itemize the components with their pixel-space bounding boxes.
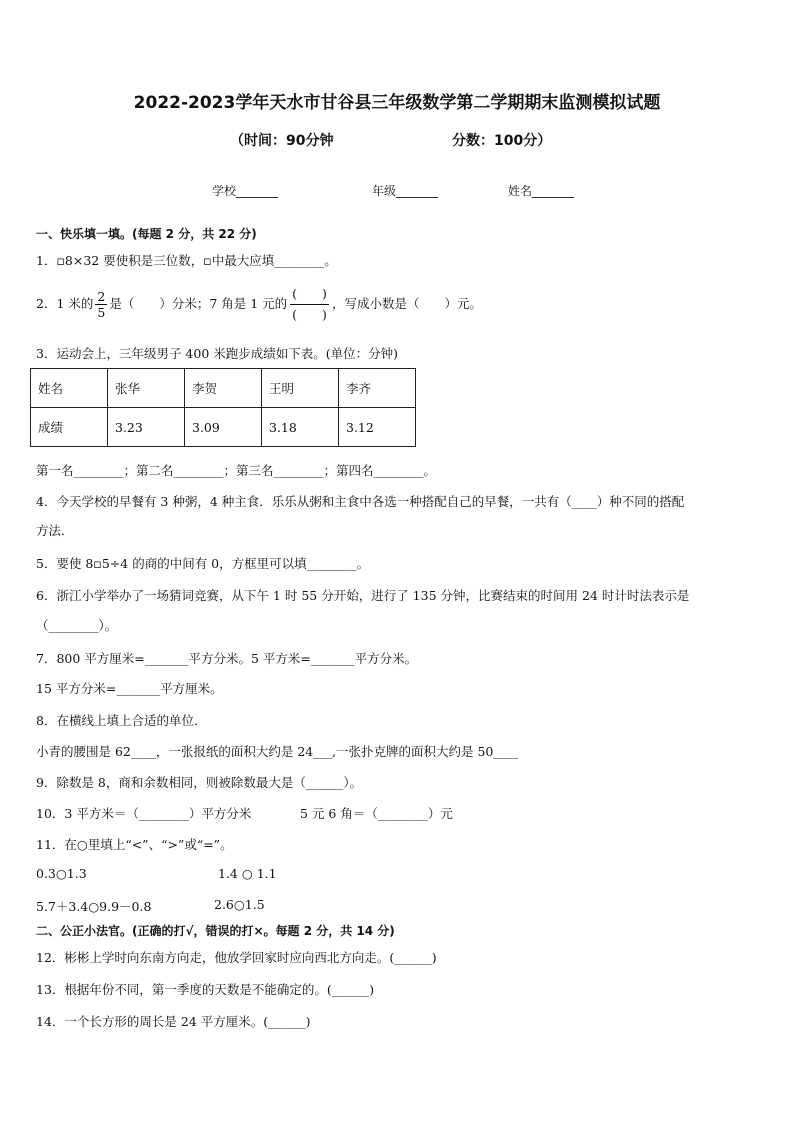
question-2-prefix: 2．1 米的 [36,296,94,311]
question-6-line-2: （________）。 [36,618,118,633]
question-3: 3．运动会上，三年级男子 400 米跑步成绩如下表。(单位：分钟) [36,346,399,361]
exam-score: 分数：100分） [452,133,552,149]
question-9: 9．除数是 8，商和余数相同，则被除数最大是（______）。 [36,775,363,790]
table-cell: 3.23 [108,408,185,447]
table-row [31,369,416,408]
question-14: 14．一个长方形的周长是 24 平方厘米。(______) [36,1014,311,1029]
question-8-line-1: 8．在横线上填上合适的单位． [36,713,207,728]
question-11: 11．在○里填上“<”、“>”或“=”。 [36,837,233,852]
question-7-line-1: 7．800 平方厘米=_______平方分米。5 平方米=_______平方分米。 [36,651,418,666]
fraction-blank-numerator: ( ) [290,284,329,305]
question-4-line-1: 4．今天学校的早餐有 3 种粥，4 种主食．乐乐从粥和主食中各选一种搭配自己的早餐，一共有（____）种不同的搭配 [36,494,685,509]
question-13: 13．根据年份不同，第一季度的天数是不能确定的。(______) [36,982,375,997]
page-title: 2022-2023学年天水市甘谷县三年级数学第二学期期末监测模拟试题 [133,93,661,113]
question-6-line-1: 6．浙江小学举办了一场猜词竞赛，从下午 1 时 55 分开始，进行了 135 分钟，比赛结束的时间用 24 时计时法表示是 [36,588,690,603]
table-cell: 张华 [108,369,185,408]
score-table [30,368,416,447]
question-2-middle: 是（ ）分米；7 角是 1 元的 [109,296,288,311]
question-3-answers: 第一名________；第二名________；第三名________；第四名________。 [36,463,437,478]
question-10-part-1: 10．3 平方米＝（________）平方分米 [36,806,252,821]
table-cell: 姓名 [31,369,108,408]
compare-item: 2.6○1.5 [214,897,265,912]
question-2-suffix: ，写成小数是（ ）元。 [331,296,482,311]
fraction-two-fifths [95,289,107,320]
question-2 [36,284,482,325]
exam-time: （时间：90分钟 [230,133,334,149]
table-cell: 3.18 [262,408,339,447]
compare-item: 5.7＋3.4○9.9－0.8 [36,899,152,914]
table-cell: 成绩 [31,408,108,447]
table-cell: 3.09 [185,408,262,447]
question-4-line-2: 方法． [36,523,74,538]
question-10-part-2: 5 元 6 角＝（________）元 [300,806,453,821]
fraction-denominator: 5 [97,305,106,320]
fraction-numerator: 2 [97,289,106,304]
question-1: 1．▫8×32 要使积是三位数，▫中最大应填________。 [36,253,337,268]
question-8-line-2: 小青的腰围是 62____，一张报纸的面积大约是 24___,一张扑克牌的面积大约是 50____ [36,744,519,759]
name-field: 姓名_______ [508,184,575,198]
section-2-heading: 二、公正小法官。(正确的打√，错误的打×。每题 2 分，共 14 分) [36,924,395,938]
question-5: 5．要使 8▫5÷4 的商的中间有 0，方框里可以填________。 [36,556,370,571]
question-7-line-2: 15 平方分米=_______平方厘米。 [36,681,223,696]
compare-item: 0.3○1.3 [36,866,87,881]
table-row [31,408,416,447]
fraction-blank [290,284,329,325]
section-1-heading: 一、快乐填一填。(每题 2 分，共 22 分) [36,227,257,241]
table-cell: 王明 [262,369,339,408]
fraction-blank-denominator: ( ) [292,307,327,322]
table-cell: 李贺 [185,369,262,408]
question-12: 12．彬彬上学时向东南方向走，他放学回家时应向西北方向走。(______) [36,950,437,965]
table-cell: 3.12 [339,408,416,447]
school-field: 学校_______ [212,184,279,198]
table-cell: 李齐 [339,369,416,408]
compare-item: 1.4 ○ 1.1 [218,866,277,881]
grade-field: 年级_______ [372,184,439,198]
